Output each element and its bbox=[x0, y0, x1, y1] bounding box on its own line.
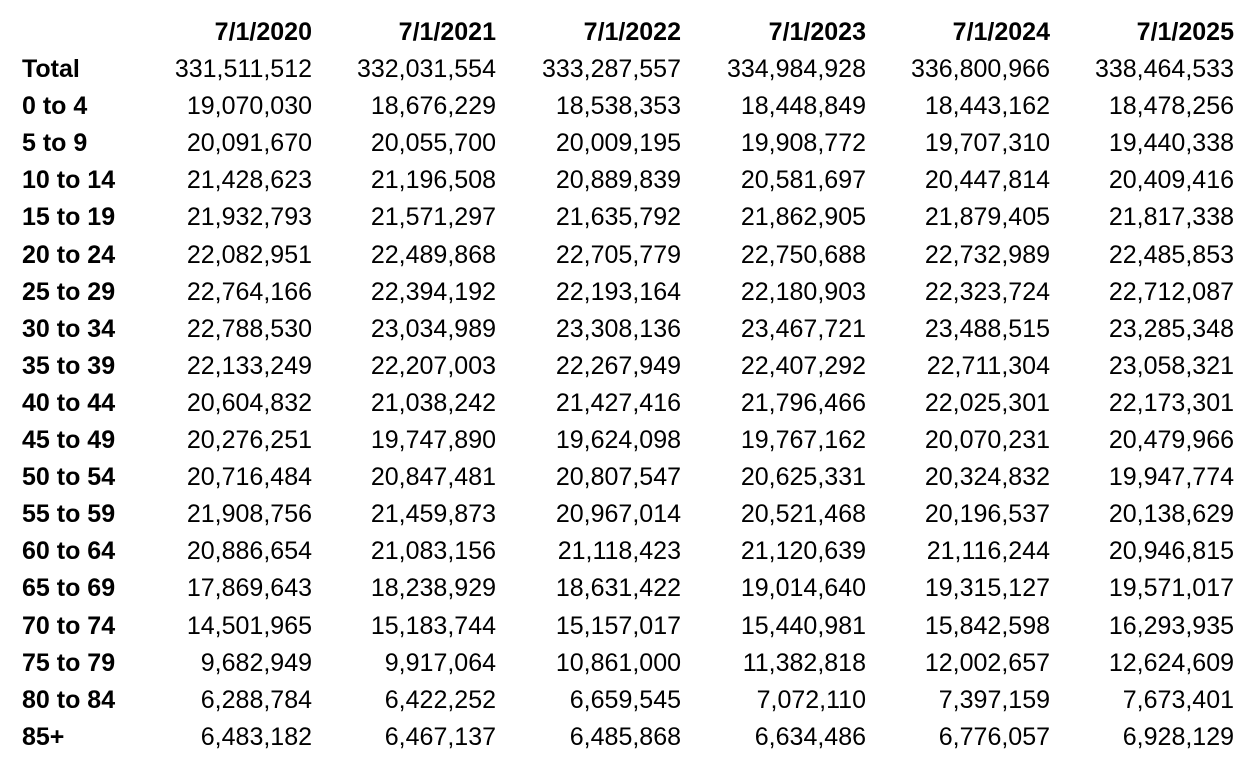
table-cell: 15,157,017 bbox=[555, 611, 681, 640]
table-cell: 20,716,484 bbox=[186, 463, 312, 492]
table-cell: 6,659,545 bbox=[569, 685, 681, 714]
table-cell: 19,624,098 bbox=[555, 426, 681, 455]
table-row bbox=[20, 274, 1234, 311]
table-cell: 22,732,989 bbox=[924, 240, 1050, 269]
table-cell: 9,917,064 bbox=[384, 648, 496, 677]
table-row bbox=[20, 682, 1234, 719]
row-label: 65 to 69 bbox=[22, 574, 116, 603]
table-cell: 11,382,818 bbox=[742, 648, 866, 677]
table-row bbox=[20, 51, 1234, 88]
table-cell: 334,984,928 bbox=[726, 55, 866, 84]
table-cell: 20,276,251 bbox=[186, 426, 312, 455]
table-cell: 22,764,166 bbox=[186, 277, 312, 306]
table-body bbox=[20, 51, 1234, 756]
row-label: 50 to 54 bbox=[22, 463, 116, 492]
table-cell: 19,070,030 bbox=[186, 92, 312, 121]
table-cell: 21,817,338 bbox=[1108, 203, 1234, 232]
table-row bbox=[20, 459, 1234, 496]
table-cell: 20,625,331 bbox=[740, 463, 866, 492]
table-row bbox=[20, 422, 1234, 459]
table-cell: 7,397,159 bbox=[938, 685, 1050, 714]
table-cell: 22,750,688 bbox=[740, 240, 866, 269]
table-row bbox=[20, 162, 1234, 199]
table-cell: 20,055,700 bbox=[370, 129, 496, 158]
row-label: 40 to 44 bbox=[22, 388, 116, 417]
column-header: 7/1/2021 bbox=[398, 18, 496, 46]
table-cell: 10,861,000 bbox=[555, 648, 681, 677]
table-cell: 22,712,087 bbox=[1108, 277, 1234, 306]
table-cell: 20,604,832 bbox=[186, 388, 312, 417]
table-cell: 15,842,598 bbox=[924, 611, 1050, 640]
table-row bbox=[20, 496, 1234, 533]
table-cell: 21,196,508 bbox=[370, 166, 496, 195]
table-cell: 23,034,989 bbox=[370, 314, 496, 343]
table-cell: 21,038,242 bbox=[370, 388, 496, 417]
table-row bbox=[20, 199, 1234, 236]
corner-cell bbox=[20, 14, 162, 51]
table-cell: 21,862,905 bbox=[740, 203, 866, 232]
row-label: 30 to 34 bbox=[22, 314, 116, 343]
column-header: 7/1/2024 bbox=[952, 18, 1050, 46]
table-cell: 6,485,868 bbox=[569, 722, 681, 751]
table-cell: 338,464,533 bbox=[1094, 55, 1234, 84]
row-label: 85+ bbox=[22, 722, 65, 751]
table-cell: 20,889,839 bbox=[555, 166, 681, 195]
table-cell: 22,133,249 bbox=[186, 351, 312, 380]
table-cell: 18,443,162 bbox=[924, 92, 1050, 121]
table-cell: 19,947,774 bbox=[1108, 463, 1234, 492]
table-cell: 22,711,304 bbox=[926, 351, 1050, 380]
row-label: 80 to 84 bbox=[22, 685, 116, 714]
row-label: 5 to 9 bbox=[22, 129, 88, 158]
column-header: 7/1/2025 bbox=[1136, 18, 1234, 46]
population-table bbox=[20, 14, 1234, 756]
table-row bbox=[20, 237, 1234, 274]
row-label: 55 to 59 bbox=[22, 500, 116, 529]
table-cell: 20,138,629 bbox=[1108, 500, 1234, 529]
table-cell: 6,634,486 bbox=[754, 722, 866, 751]
table-row bbox=[20, 88, 1234, 125]
table-cell: 20,946,815 bbox=[1108, 537, 1234, 566]
table-cell: 18,448,849 bbox=[740, 92, 866, 121]
row-label: 10 to 14 bbox=[22, 166, 116, 195]
table-cell: 22,267,949 bbox=[555, 351, 681, 380]
row-label: 35 to 39 bbox=[22, 351, 116, 380]
table-cell: 22,207,003 bbox=[370, 351, 496, 380]
table-cell: 18,238,929 bbox=[370, 574, 496, 603]
table-cell: 19,707,310 bbox=[924, 129, 1050, 158]
table-row bbox=[20, 645, 1234, 682]
table-cell: 20,479,966 bbox=[1108, 426, 1234, 455]
row-label: 0 to 4 bbox=[22, 92, 88, 121]
table-cell: 21,083,156 bbox=[370, 537, 496, 566]
table-cell: 19,747,890 bbox=[370, 426, 496, 455]
table-cell: 21,116,244 bbox=[926, 537, 1050, 566]
row-label: 20 to 24 bbox=[22, 240, 116, 269]
table-cell: 16,293,935 bbox=[1108, 611, 1234, 640]
table-cell: 22,323,724 bbox=[924, 277, 1050, 306]
table-cell: 22,025,301 bbox=[924, 388, 1050, 417]
table-row bbox=[20, 608, 1234, 645]
table-row bbox=[20, 570, 1234, 607]
table-cell: 21,459,873 bbox=[370, 500, 496, 529]
table-cell: 14,501,965 bbox=[186, 611, 312, 640]
column-header: 7/1/2023 bbox=[768, 18, 866, 46]
table-cell: 22,705,779 bbox=[555, 240, 681, 269]
table-cell: 20,581,697 bbox=[740, 166, 866, 195]
table-cell: 22,082,951 bbox=[186, 240, 312, 269]
table-cell: 7,673,401 bbox=[1122, 685, 1234, 714]
table-cell: 19,014,640 bbox=[740, 574, 866, 603]
table-cell: 336,800,966 bbox=[910, 55, 1050, 84]
table-cell: 21,120,639 bbox=[740, 537, 866, 566]
table-cell: 9,682,949 bbox=[200, 648, 312, 677]
table-row bbox=[20, 311, 1234, 348]
table-cell: 21,796,466 bbox=[740, 388, 866, 417]
table-cell: 333,287,557 bbox=[541, 55, 681, 84]
table-cell: 19,315,127 bbox=[924, 574, 1050, 603]
header-row bbox=[20, 14, 1234, 51]
table-cell: 23,285,348 bbox=[1108, 314, 1234, 343]
table-cell: 19,571,017 bbox=[1108, 574, 1234, 603]
table-cell: 19,908,772 bbox=[740, 129, 866, 158]
table-cell: 7,072,110 bbox=[756, 685, 866, 714]
table-cell: 15,440,981 bbox=[740, 611, 866, 640]
table-cell: 21,427,416 bbox=[555, 388, 681, 417]
table-cell: 22,180,903 bbox=[740, 277, 866, 306]
table-cell: 22,193,164 bbox=[555, 277, 681, 306]
table-cell: 22,173,301 bbox=[1108, 388, 1234, 417]
table-cell: 21,908,756 bbox=[186, 500, 312, 529]
table-cell: 22,394,192 bbox=[370, 277, 496, 306]
table-cell: 20,324,832 bbox=[924, 463, 1050, 492]
table-row bbox=[20, 385, 1234, 422]
table-cell: 20,521,468 bbox=[740, 500, 866, 529]
table-cell: 12,624,609 bbox=[1108, 648, 1234, 677]
row-label: Total bbox=[22, 55, 80, 84]
column-header: 7/1/2020 bbox=[214, 18, 312, 46]
table-cell: 20,847,481 bbox=[370, 463, 496, 492]
table-cell: 19,440,338 bbox=[1108, 129, 1234, 158]
table-cell: 15,183,744 bbox=[370, 611, 496, 640]
table-cell: 6,288,784 bbox=[200, 685, 312, 714]
row-label: 60 to 64 bbox=[22, 537, 116, 566]
table-row bbox=[20, 719, 1234, 756]
row-label: 75 to 79 bbox=[22, 648, 116, 677]
table-cell: 20,091,670 bbox=[186, 129, 312, 158]
table-cell: 17,869,643 bbox=[186, 574, 312, 603]
table-cell: 20,196,537 bbox=[924, 500, 1050, 529]
table-cell: 22,485,853 bbox=[1108, 240, 1234, 269]
table-cell: 6,928,129 bbox=[1122, 722, 1234, 751]
table-cell: 20,886,654 bbox=[186, 537, 312, 566]
table-cell: 18,478,256 bbox=[1108, 92, 1234, 121]
table-cell: 18,631,422 bbox=[555, 574, 681, 603]
table-cell: 21,428,623 bbox=[186, 166, 312, 195]
row-label: 25 to 29 bbox=[22, 277, 116, 306]
table-cell: 20,409,416 bbox=[1108, 166, 1234, 195]
table-cell: 18,538,353 bbox=[555, 92, 681, 121]
table-cell: 21,932,793 bbox=[186, 203, 312, 232]
table-cell: 6,467,137 bbox=[384, 722, 496, 751]
table-cell: 23,308,136 bbox=[555, 314, 681, 343]
table-cell: 23,488,515 bbox=[924, 314, 1050, 343]
table-cell: 20,009,195 bbox=[555, 129, 681, 158]
column-header: 7/1/2022 bbox=[583, 18, 681, 46]
table-cell: 21,571,297 bbox=[370, 203, 496, 232]
table-cell: 20,967,014 bbox=[555, 500, 681, 529]
table-cell: 23,058,321 bbox=[1108, 351, 1234, 380]
table-row bbox=[20, 125, 1234, 162]
table-cell: 20,070,231 bbox=[924, 426, 1050, 455]
table-cell: 21,635,792 bbox=[555, 203, 681, 232]
row-label: 45 to 49 bbox=[22, 426, 116, 455]
table-cell: 22,489,868 bbox=[370, 240, 496, 269]
table-row bbox=[20, 533, 1234, 570]
table-cell: 18,676,229 bbox=[370, 92, 496, 121]
table-cell: 332,031,554 bbox=[356, 55, 496, 84]
table-cell: 6,776,057 bbox=[938, 722, 1050, 751]
table-cell: 21,118,423 bbox=[557, 537, 681, 566]
table-cell: 6,422,252 bbox=[384, 685, 496, 714]
table-cell: 331,511,512 bbox=[174, 55, 312, 84]
table-cell: 22,788,530 bbox=[186, 314, 312, 343]
table-cell: 20,447,814 bbox=[924, 166, 1050, 195]
table-cell: 21,879,405 bbox=[924, 203, 1050, 232]
table-cell: 12,002,657 bbox=[924, 648, 1050, 677]
table-cell: 19,767,162 bbox=[740, 426, 866, 455]
table-row bbox=[20, 348, 1234, 385]
table-cell: 20,807,547 bbox=[555, 463, 681, 492]
table-cell: 6,483,182 bbox=[200, 722, 312, 751]
row-label: 15 to 19 bbox=[22, 203, 116, 232]
table-cell: 22,407,292 bbox=[740, 351, 866, 380]
table-cell: 23,467,721 bbox=[740, 314, 866, 343]
row-label: 70 to 74 bbox=[22, 611, 116, 640]
